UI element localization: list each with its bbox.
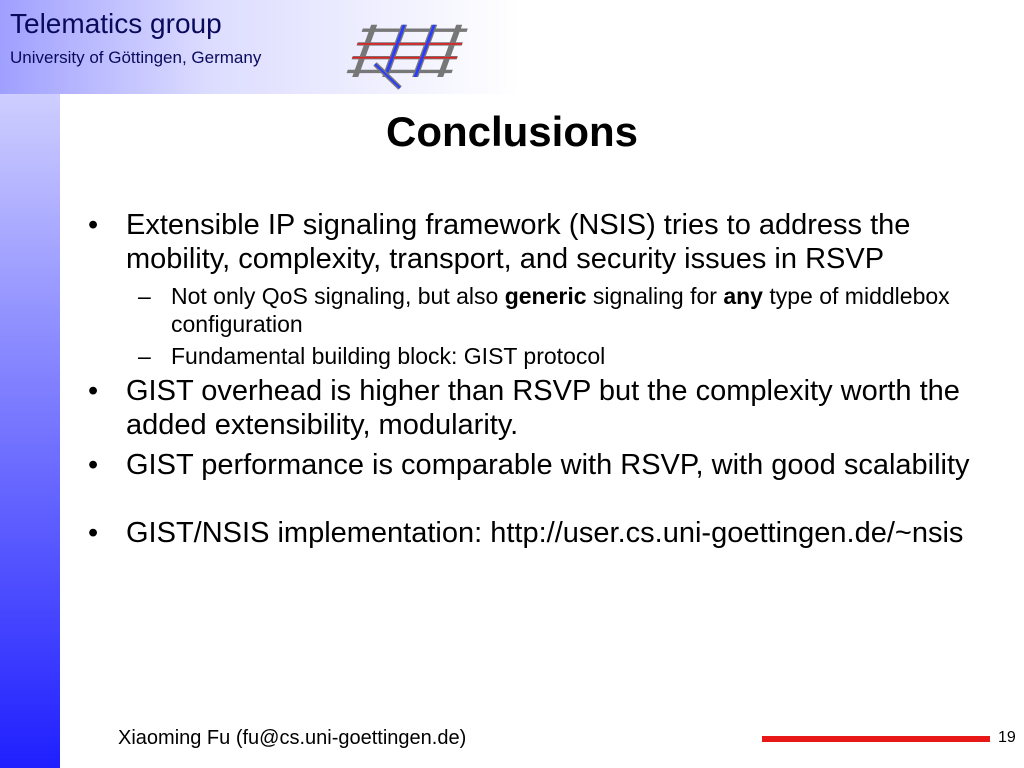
bullet-item: [86, 448, 1006, 482]
sub-bullet-text: type of middlebox configuration: [171, 283, 950, 337]
footer-accent-bar: [762, 736, 990, 742]
bullet-text: GIST/NSIS implementation: http://user.cs.uni-goettingen.de/~nsis: [126, 517, 964, 549]
bullet-text: GIST overhead is higher than RSVP but the complexity worth the added extensibility, modularity.: [126, 375, 960, 441]
bullet-text: Extensible IP signaling framework (NSIS) tries to address the mobility, complexity, transport, and security issues in RSVP: [126, 209, 911, 275]
sub-bullet-item: [86, 342, 1006, 370]
emphasis-text: generic: [504, 283, 587, 309]
footer-author: Xiaoming Fu (fu@cs.uni-goettingen.de): [118, 727, 467, 749]
bullet-icon: •: [88, 209, 99, 241]
bullet-list: [86, 208, 1006, 556]
network-grid-logo-icon: [340, 4, 470, 96]
page-number: 19: [998, 729, 1016, 746]
dash-icon: –: [138, 283, 151, 309]
dash-icon: –: [138, 343, 151, 369]
list-spacer: [86, 488, 1006, 516]
bullet-item: [86, 374, 1006, 442]
bullet-item: [86, 208, 1006, 276]
sub-bullet-text: signaling for: [586, 283, 724, 309]
bullet-text: GIST performance is comparable with RSVP, with good scalability: [126, 449, 970, 481]
emphasis-text: any: [723, 283, 763, 309]
group-subtitle: University of Göttingen, Germany: [10, 48, 262, 67]
group-title: Telematics group: [10, 8, 222, 39]
slide-title: Conclusions: [385, 108, 639, 155]
bullet-icon: •: [88, 517, 99, 549]
bullet-icon: •: [88, 449, 99, 481]
bullet-item: [86, 516, 1006, 550]
sub-bullet-text: Fundamental building block: GIST protocol: [171, 343, 606, 369]
sub-bullet-text: Not only QoS signaling, but also: [171, 283, 505, 309]
bullet-icon: •: [88, 375, 99, 407]
sub-bullet-item: [86, 282, 1006, 338]
